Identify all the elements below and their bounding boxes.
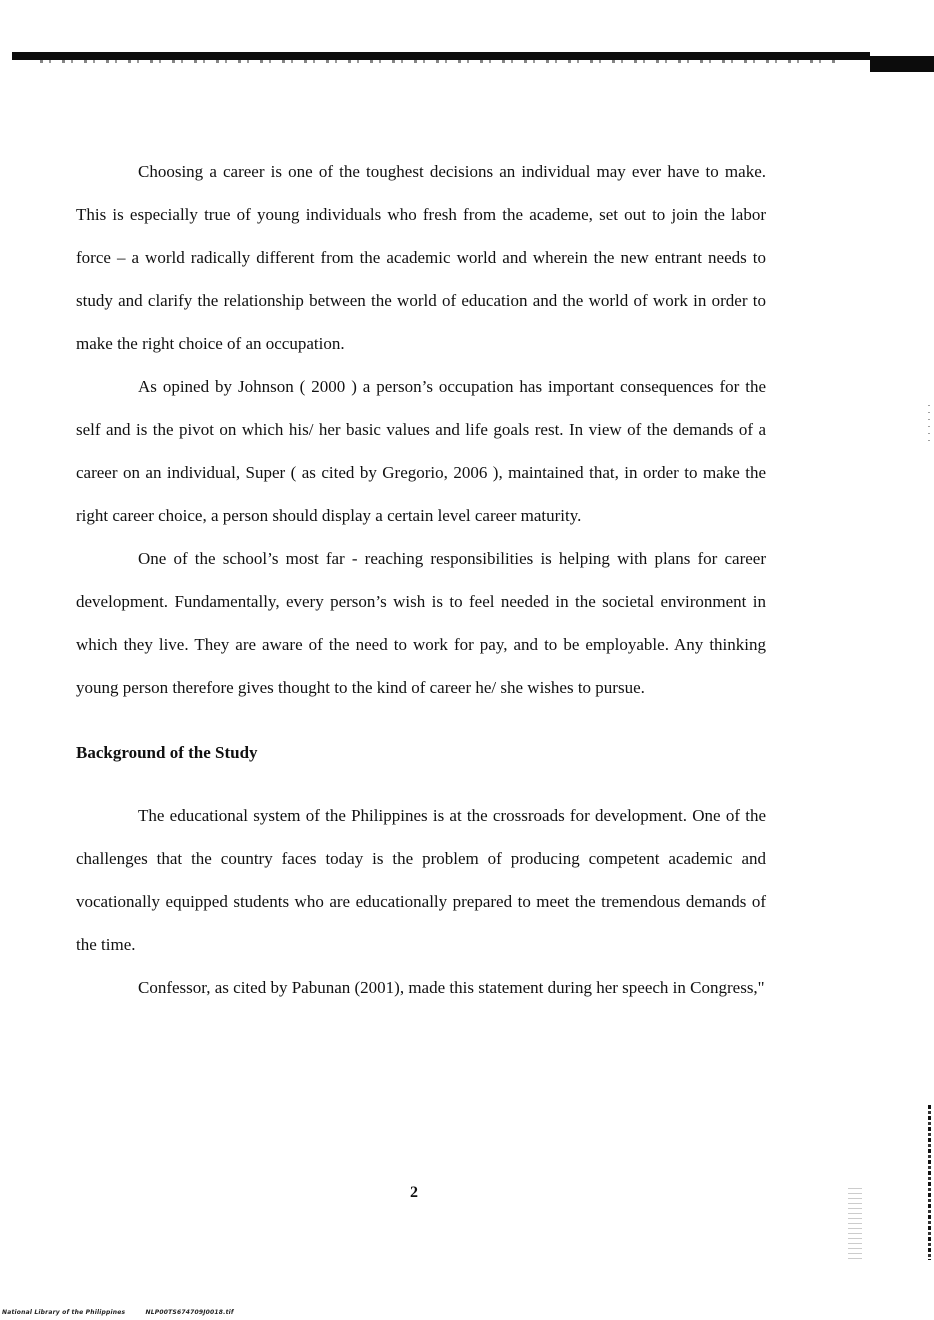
footer-code: NLP00TS674709J0018.tif — [145, 1309, 234, 1316]
scan-border-speckle — [40, 60, 840, 63]
paragraph-confessor: Confessor, as cited by Pabunan (2001), made this statement during her speech in Congress," — [138, 978, 765, 997]
document-body — [76, 150, 766, 1009]
scan-footer — [2, 1309, 234, 1316]
scan-top-border-tab — [870, 56, 934, 72]
footer-library: National Library of the Philippines — [2, 1309, 126, 1316]
paragraph-educational-system: The educational system of the Philippines is at the crossroads for development. One of the challenges that the country faces today is the problem of producing competent academic and vocationally equipped students who are educationally prepared to meet the tremendous demands of the time. — [76, 806, 766, 954]
scan-edge-dots — [928, 405, 930, 445]
paragraph-school-responsibility: One of the school’s most far - reaching responsibilities is helping with plans for career development. Fundamentally, every person’s wish is to feel needed in the societal environment in which they live. They are aware of the need to work for pay, and to be employable. Any thinking young person therefore gives thought to the kind of career he/ she wishes to pursue. — [76, 549, 766, 697]
page-number: 2 — [410, 1184, 418, 1201]
scan-edge-speckle — [848, 1188, 862, 1260]
scan-top-border — [12, 52, 870, 60]
paragraph-career-choice: Choosing a career is one of the toughest decisions an individual may ever have to make. This is especially true of young individuals who fresh from the academe, set out to join the labor force – a world radically different from the academic world and wherein the new entrant needs to study and clarify the relationship between the world of education and the world of work in order to make the right choice of an occupation. — [76, 162, 766, 353]
paragraph-johnson: As opined by Johnson ( 2000 ) a person’s occupation has important consequences for the self and is the pivot on which his/ her basic values and life goals rest. In view of the demands of a career on an individual, Super ( as cited by Gregorio, 2006 ), maintained that, in order to make the right career choice, a person should display a certain level career maturity. — [76, 377, 766, 525]
scan-edge-marks — [928, 1105, 931, 1260]
section-heading: Background of the Study — [76, 743, 258, 762]
